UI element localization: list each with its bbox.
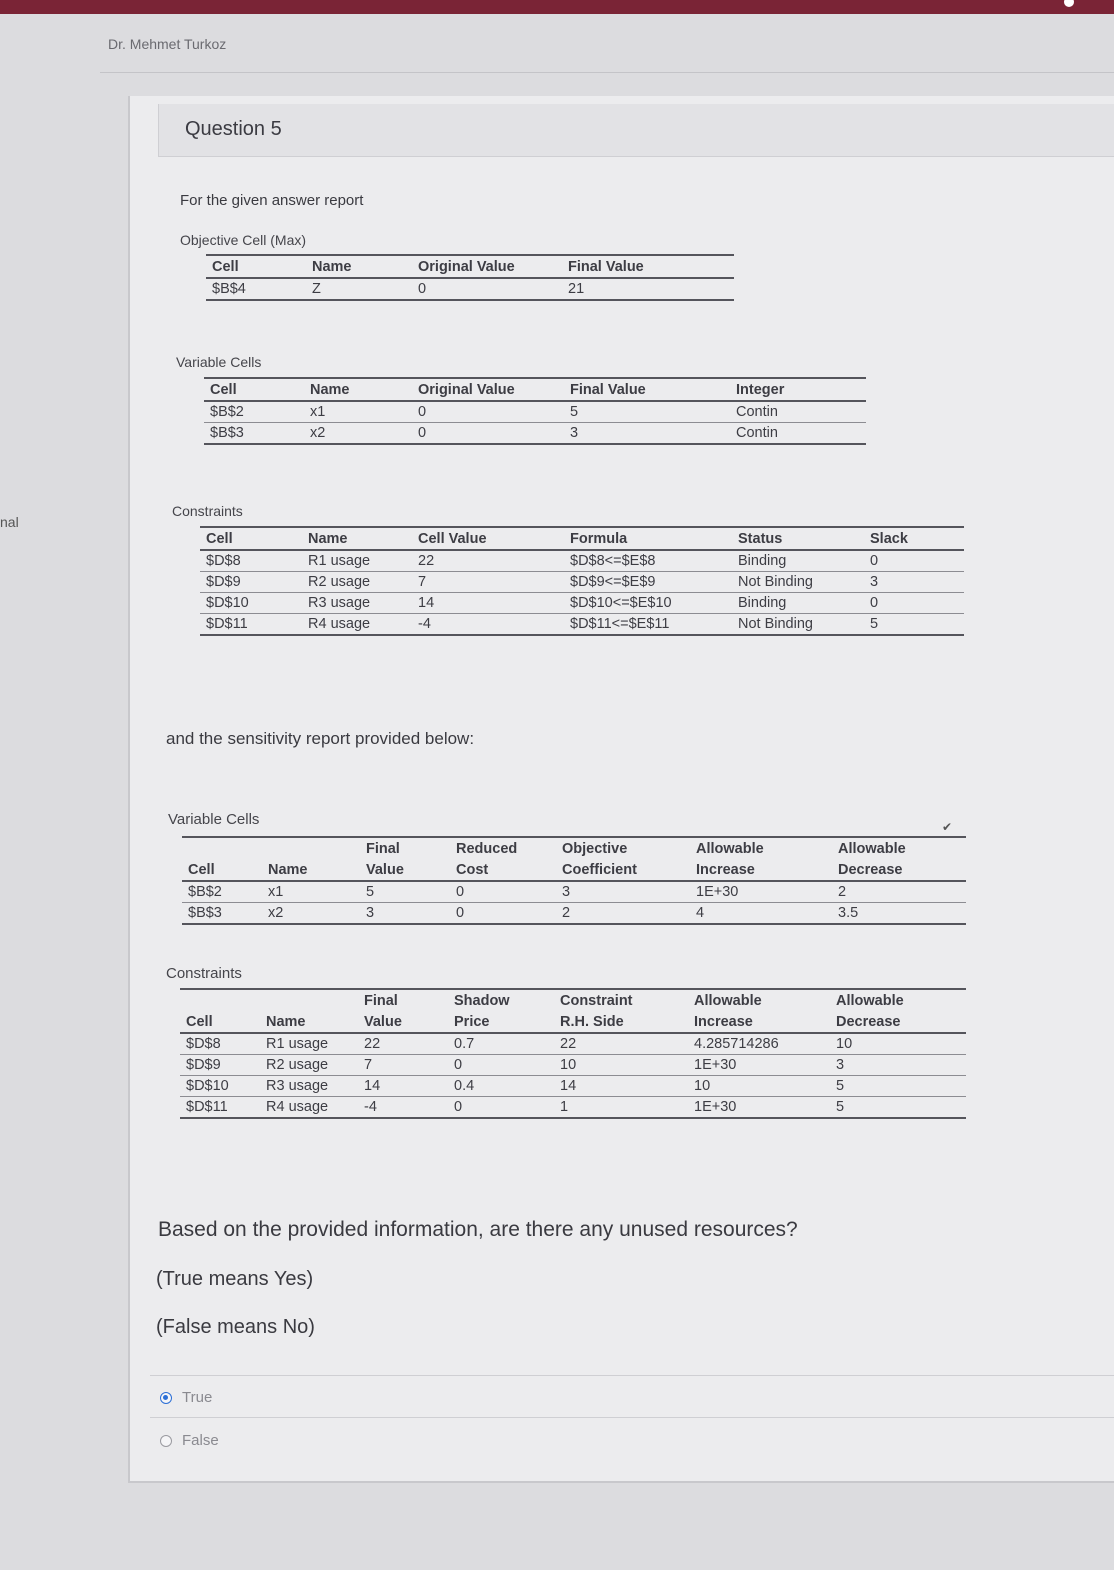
table-row: $B$3 x2 0 3 Contin — [204, 423, 866, 445]
table-row: $B$2 x1 5 0 3 1E+30 2 — [182, 881, 966, 903]
table-row: $D$8 R1 usage 22 $D$8<=$E$8 Binding 0 — [200, 550, 964, 572]
option-false[interactable] — [160, 1432, 219, 1449]
table-row: $D$10 R3 usage 14 0.4 14 10 5 — [180, 1076, 966, 1097]
checkmark-icon: ✔ — [942, 820, 953, 834]
objective-title: Objective Cell (Max) — [180, 232, 307, 248]
variable-cells-title: Variable Cells — [176, 354, 262, 370]
constraints-title: Constraints — [172, 503, 243, 519]
table-row: $B$3 x2 3 0 2 4 3.5 — [182, 903, 966, 925]
question-text: Based on the provided information, are there any unused resources? — [158, 1218, 798, 1241]
option-label: False — [182, 1432, 219, 1449]
intro-text: For the given answer report — [180, 192, 364, 209]
question-title: Question 5 — [185, 118, 282, 140]
sens-constraints-title: Constraints — [166, 965, 242, 982]
table-row: $B$2 x1 0 5 Contin — [204, 401, 866, 423]
radio-selected-icon[interactable] — [160, 1392, 172, 1404]
constraints-table: Cell Name Cell Value Formula Status Slack $D$8 R1 usage 22 $D$8<=$E$8 Binding 0 $D$9 R2 usage 7 $D$9<=$E$9 Not Binding 3 $D$10 R3 usage 14 $D$10<=$E$10 Binding 0 $D$11 R4 usage -4 $D$11<=$E$11 Not Binding 5 — [200, 526, 964, 636]
sens-variable-table: Final Reduced Objective Allowable Allowable Cell Name Value Cost Coefficient Increase Decrease $B$2 x1 5 0 3 1E+30 2 $B$3 x2 3 0 2 4 3.5 — [182, 836, 966, 925]
table-row: $D$9 R2 usage 7 $D$9<=$E$9 Not Binding 3 — [200, 572, 964, 593]
table-row: $D$9 R2 usage 7 0 10 1E+30 3 — [180, 1055, 966, 1076]
divider — [150, 1375, 1114, 1376]
table-row: $B$4 Z 0 21 — [206, 278, 734, 300]
author-name: Dr. Mehmet Turkoz — [108, 36, 227, 52]
table-row: $D$10 R3 usage 14 $D$10<=$E$10 Binding 0 — [200, 593, 964, 614]
col-header: Name — [312, 259, 352, 275]
top-bar — [0, 0, 1114, 14]
radio-empty-icon[interactable] — [160, 1435, 172, 1447]
objective-table — [206, 254, 734, 301]
option-true[interactable] — [160, 1389, 212, 1406]
divider — [100, 72, 1114, 73]
col-header: Cell — [212, 259, 239, 275]
table-row: $D$11 R4 usage -4 $D$11<=$E$11 Not Binding 5 — [200, 614, 964, 636]
sensitivity-intro: and the sensitivity report provided below: — [166, 729, 475, 748]
false-note: (False means No) — [156, 1316, 315, 1338]
option-label: True — [182, 1389, 213, 1406]
question-header — [158, 104, 1114, 157]
true-note: (True means Yes) — [156, 1268, 314, 1290]
col-header: Final Value — [568, 259, 644, 275]
sens-constraints-table: Final Shadow Constraint Allowable Allowable Cell Name Value Price R.H. Side Increase Decrease $D$8 R1 usage 22 0.7 22 4.285714286 10 $D$9 R2 usage 7 0 10 1E+30 3 $D$10 R3 usage 14 0.4 14 10 5 $D$11 R4 usage -4 0 1 1E+30 5 — [180, 988, 966, 1119]
divider — [150, 1417, 1114, 1418]
col-header: Original Value — [418, 259, 515, 275]
sens-variable-title: Variable Cells — [168, 811, 260, 828]
table-row: $D$8 R1 usage 22 0.7 22 4.285714286 10 — [180, 1033, 966, 1055]
table-row: $D$11 R4 usage -4 0 1 1E+30 5 — [180, 1097, 966, 1119]
side-label: nal — [0, 514, 19, 530]
variable-cells-table: Cell Name Original Value Final Value Integer $B$2 x1 0 5 Contin $B$3 x2 0 3 Contin — [204, 377, 866, 445]
